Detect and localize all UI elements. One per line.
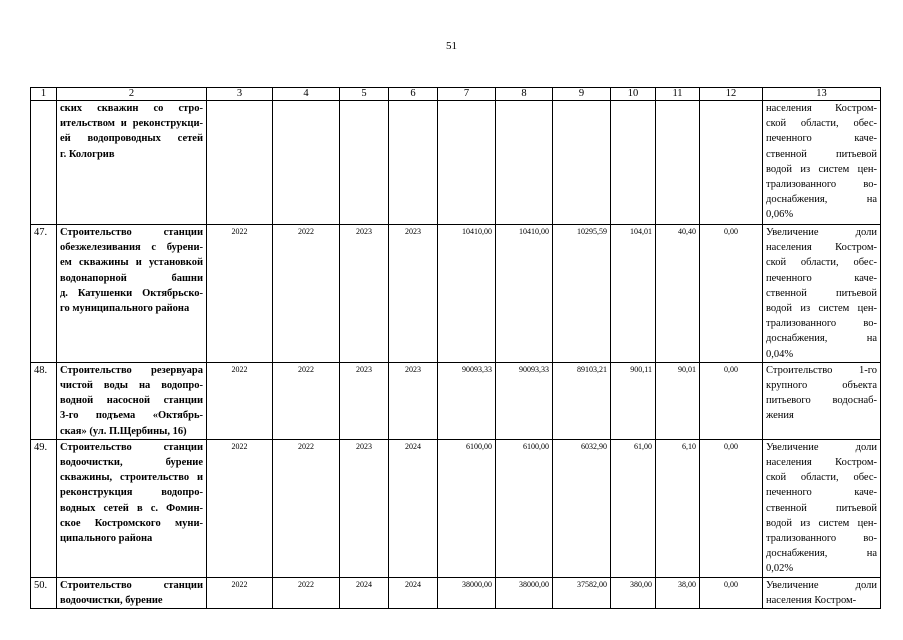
value-cell: 89103,21 xyxy=(553,362,611,439)
project-name-line: ская» (ул. П.Щербины, 16) xyxy=(60,425,187,437)
table-row xyxy=(31,362,881,439)
column-header: 4 xyxy=(273,88,340,101)
project-name-line: Строительство станции xyxy=(60,227,203,238)
value-cell: 380,00 xyxy=(611,577,656,608)
column-header: 2 xyxy=(57,88,207,101)
column-header: 3 xyxy=(207,88,273,101)
result-line: крупного объекта xyxy=(766,380,877,392)
result-line: ской области, обес- xyxy=(766,118,877,130)
table-row xyxy=(31,439,881,577)
result-line: печенного каче- xyxy=(766,487,877,499)
result-line: Увеличение доли xyxy=(766,579,877,591)
column-header: 7 xyxy=(438,88,496,101)
year-cell xyxy=(273,101,340,225)
project-name-cell xyxy=(57,225,207,363)
project-name-line: реконструкция водопро- xyxy=(60,487,203,499)
column-header: 13 xyxy=(763,88,881,101)
year-cell xyxy=(207,101,273,225)
result-line: доснабжения, на xyxy=(766,194,877,206)
value-cell: 0,00 xyxy=(700,577,763,608)
year-cell xyxy=(340,101,389,225)
result-cell xyxy=(763,225,881,363)
row-number: 47. xyxy=(31,225,57,363)
result-line: 0,04% xyxy=(766,348,794,360)
project-name-line: водоочистки, бурение xyxy=(60,594,163,606)
column-header: 1 xyxy=(31,88,57,101)
result-line: ственной питьевой xyxy=(766,287,877,299)
value-cell: 104,01 xyxy=(611,225,656,363)
result-line: водой из систем цен- xyxy=(766,163,877,175)
value-cell: 61,00 xyxy=(611,439,656,577)
value-cell: 38000,00 xyxy=(496,577,553,608)
project-name-line: д. Катушенки Октябрьско- xyxy=(60,287,203,299)
year-cell: 2022 xyxy=(207,577,273,608)
year-cell: 2022 xyxy=(207,225,273,363)
column-header: 11 xyxy=(656,88,700,101)
result-line: водой из систем цен- xyxy=(766,303,877,315)
result-line: доснабжения, на xyxy=(766,548,877,560)
project-name-cell xyxy=(57,362,207,439)
result-line: Строительство 1-го xyxy=(766,364,877,376)
result-line: доснабжения, на xyxy=(766,333,877,345)
result-line: трализованного во- xyxy=(766,318,877,330)
value-cell: 6100,00 xyxy=(496,439,553,577)
result-line: ской области, обес- xyxy=(766,472,877,484)
result-line: жения xyxy=(766,410,794,422)
year-cell: 2023 xyxy=(340,439,389,577)
year-cell: 2022 xyxy=(273,362,340,439)
year-cell: 2023 xyxy=(389,362,438,439)
row-number: 49. xyxy=(31,439,57,577)
table-row xyxy=(31,101,881,225)
result-line: ственной питьевой xyxy=(766,148,877,160)
year-cell: 2022 xyxy=(207,362,273,439)
result-line: трализованного во- xyxy=(766,533,877,545)
result-line: Увеличение доли xyxy=(766,441,877,453)
result-line: печенного каче- xyxy=(766,272,877,284)
value-cell xyxy=(656,101,700,225)
result-line: населения Костром- xyxy=(766,457,877,469)
result-line: печенного каче- xyxy=(766,133,877,145)
project-name-line: обезжелезивания с бурени- xyxy=(60,242,203,254)
value-cell xyxy=(700,101,763,225)
year-cell: 2022 xyxy=(273,225,340,363)
value-cell: 37582,00 xyxy=(553,577,611,608)
page-number: 51 xyxy=(446,40,457,52)
year-cell: 2023 xyxy=(340,362,389,439)
year-cell: 2022 xyxy=(273,577,340,608)
project-name-cell xyxy=(57,577,207,608)
value-cell xyxy=(496,101,553,225)
value-cell: 0,00 xyxy=(700,362,763,439)
header-row xyxy=(31,88,881,101)
project-name-line: ей водопроводных сетей xyxy=(60,133,203,145)
result-cell xyxy=(763,439,881,577)
value-cell: 10295,59 xyxy=(553,225,611,363)
column-header: 10 xyxy=(611,88,656,101)
value-cell: 90093,33 xyxy=(496,362,553,439)
value-cell: 90,01 xyxy=(656,362,700,439)
year-cell: 2024 xyxy=(340,577,389,608)
project-name-line: го муниципального района xyxy=(60,303,190,315)
result-line: населения Костром- xyxy=(766,594,857,606)
project-name-cell xyxy=(57,101,207,225)
row-number xyxy=(31,101,57,225)
project-name-line: ское Костромского муни- xyxy=(60,517,203,529)
result-line: водой из систем цен- xyxy=(766,517,877,529)
project-name-line: ительством и реконструкци- xyxy=(60,118,203,130)
project-name-line: водоочистки, бурение xyxy=(60,457,203,469)
year-cell: 2022 xyxy=(207,439,273,577)
column-header: 12 xyxy=(700,88,763,101)
project-name-line: водной насосной станции xyxy=(60,395,203,407)
result-line: 0,02% xyxy=(766,563,794,575)
value-cell: 0,00 xyxy=(700,439,763,577)
row-number: 48. xyxy=(31,362,57,439)
column-header: 9 xyxy=(553,88,611,101)
project-name-line: 3-го подъема «Октябрь- xyxy=(60,410,203,422)
project-name-line: Строительство станции xyxy=(60,441,203,453)
result-line: трализованного во- xyxy=(766,179,877,191)
column-header: 5 xyxy=(340,88,389,101)
value-cell: 10410,00 xyxy=(438,225,496,363)
project-name-line: водонапорной башни xyxy=(60,272,203,284)
year-cell: 2024 xyxy=(389,439,438,577)
column-header: 8 xyxy=(496,88,553,101)
value-cell: 38000,00 xyxy=(438,577,496,608)
result-line: питьевого водоснаб- xyxy=(766,395,877,407)
result-line: ской области, обес- xyxy=(766,257,877,269)
project-name-line: ских скважин со стро- xyxy=(60,103,203,114)
project-name-line: скважины, строительство и xyxy=(60,472,203,484)
result-line: ственной питьевой xyxy=(766,502,877,514)
column-header: 6 xyxy=(389,88,438,101)
project-name-cell xyxy=(57,439,207,577)
result-line: 0,06% xyxy=(766,209,794,221)
value-cell: 38,00 xyxy=(656,577,700,608)
value-cell: 6,10 xyxy=(656,439,700,577)
year-cell: 2022 xyxy=(273,439,340,577)
project-name-line: чистой воды на водопро- xyxy=(60,380,203,392)
project-name-line: г. Кологрив xyxy=(60,148,115,160)
table-row xyxy=(31,225,881,363)
value-cell: 6032,90 xyxy=(553,439,611,577)
project-name-line: водных сетей в с. Фомин- xyxy=(60,502,203,514)
value-cell: 900,11 xyxy=(611,362,656,439)
projects-table xyxy=(30,87,881,609)
year-cell xyxy=(389,101,438,225)
year-cell: 2024 xyxy=(389,577,438,608)
row-number: 50. xyxy=(31,577,57,608)
result-line: населения Костром- xyxy=(766,242,877,254)
value-cell xyxy=(553,101,611,225)
table-row xyxy=(31,577,881,608)
value-cell: 10410,00 xyxy=(496,225,553,363)
year-cell: 2023 xyxy=(340,225,389,363)
result-line: Увеличение доли xyxy=(766,227,877,238)
result-cell xyxy=(763,101,881,225)
value-cell: 6100,00 xyxy=(438,439,496,577)
result-line: населения Костром- xyxy=(766,103,877,114)
value-cell: 90093,33 xyxy=(438,362,496,439)
result-cell xyxy=(763,362,881,439)
project-name-line: ципального района xyxy=(60,533,153,545)
project-name-line: ем скважины и установкой xyxy=(60,257,203,269)
project-name-line: Строительство станции xyxy=(60,579,203,591)
value-cell xyxy=(438,101,496,225)
result-cell xyxy=(763,577,881,608)
year-cell: 2023 xyxy=(389,225,438,363)
project-name-line: Строительство резервуара xyxy=(60,364,203,376)
value-cell xyxy=(611,101,656,225)
value-cell: 40,40 xyxy=(656,225,700,363)
value-cell: 0,00 xyxy=(700,225,763,363)
